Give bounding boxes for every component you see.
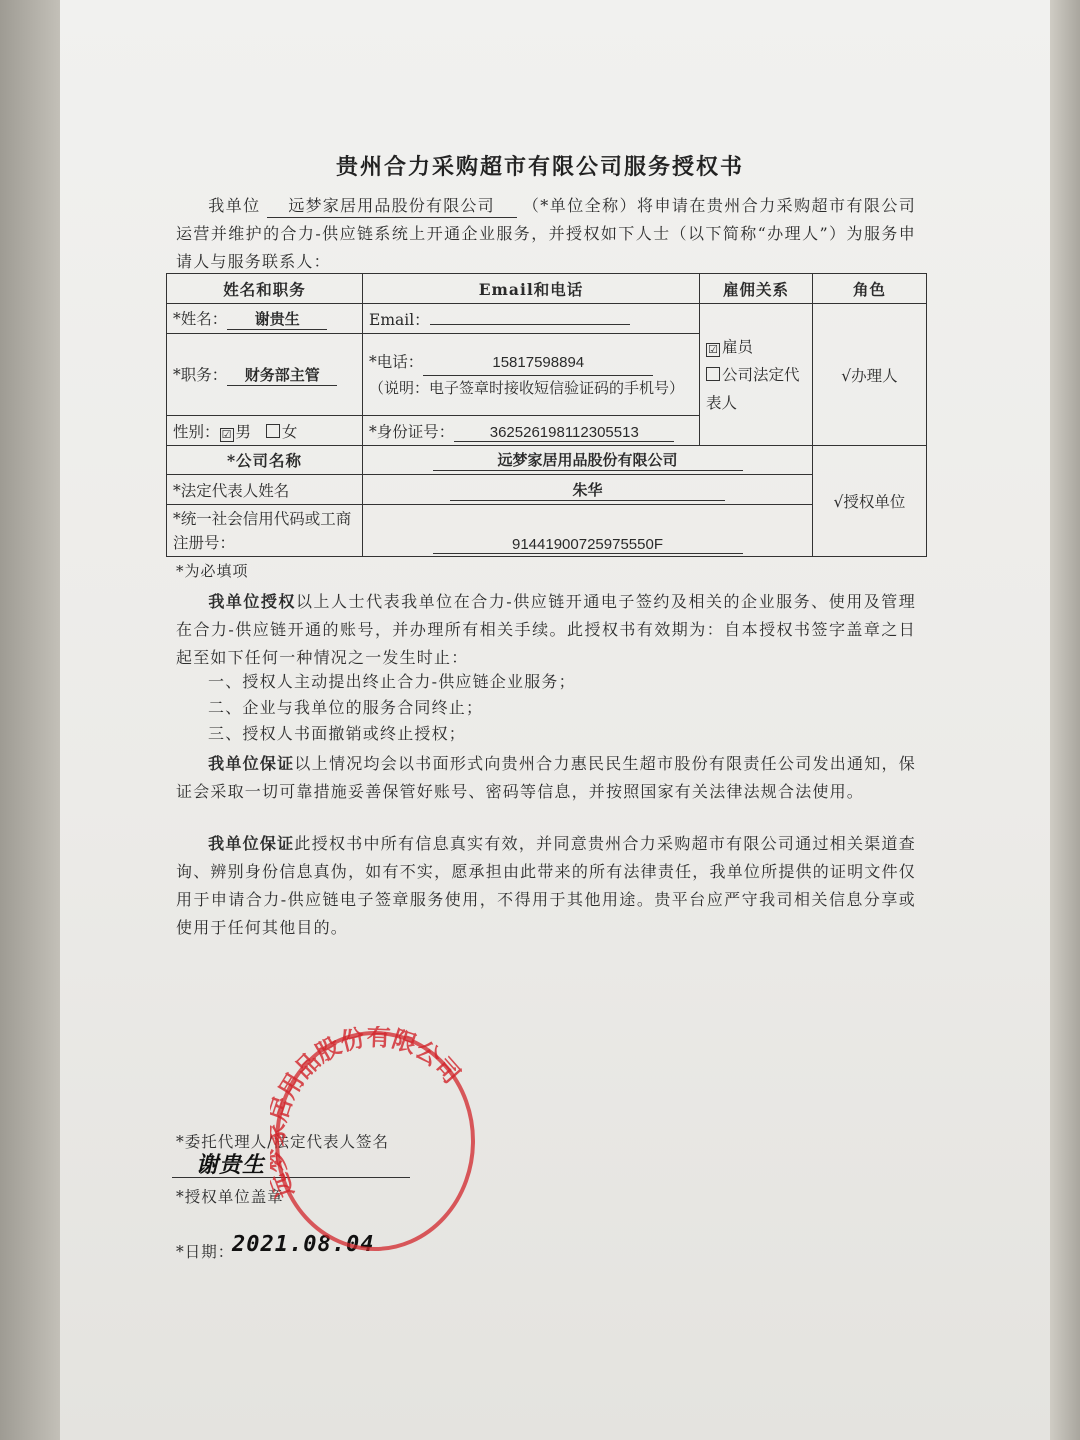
svg-text:远梦家居用品股份有限公司 (270, 1026, 467, 1202)
date-label: *日期： (176, 1243, 235, 1261)
idcard-field: 362526198112305513 (454, 424, 674, 442)
document-title: 贵州合力采购超市有限公司服务授权书 (335, 154, 744, 180)
email-field (430, 324, 630, 325)
role-handler-cell: √办理人 (813, 304, 927, 446)
employment-cell: ☑ 雇员 公司法定代表人 (700, 304, 813, 446)
credit-code-cell (363, 505, 813, 557)
employee-checkbox: ☑ (706, 343, 720, 357)
condition-3: 三、授权人书面撤销或终止授权； (208, 724, 467, 743)
position-cell: *职务： 财务部主管 (167, 334, 363, 416)
name-cell: *姓名： 谢贵生 (167, 304, 363, 334)
background-left (0, 0, 60, 1440)
guarantee-paragraph-2: 我单位保证此授权书中所有信息真实有效，并同意贵州合力采购超市有限公司通过相关渠道查询、辨别身份信息真伪，如有不实，愿承担由此带来的所有法律责任，我单位所提供的证明文件仅用于申请合力-供应链电子签章服务使用，不得用于其他用途。贵平台应严守我司相关信息分享或使用于任何其他目的。 (176, 834, 916, 937)
condition-2: 二、企业与我单位的服务合同终止； (208, 698, 484, 717)
legal-name-label: *法定代表人姓名 (167, 475, 363, 505)
handwritten-date: 2021.08.04 (232, 1232, 375, 1257)
header-contact: Email和电话 (363, 274, 700, 304)
role-unit-cell: √授权单位 (813, 446, 927, 557)
condition-1: 一、授权人主动提出终止合力-供应链企业服务； (208, 672, 576, 691)
company-name-cell (363, 446, 813, 475)
company-fullname-field: 远梦家居用品股份有限公司 (267, 195, 517, 218)
male-checkbox: ☑ (220, 428, 234, 442)
signature-label: *委托代理人/法定代表人签名 (176, 1133, 389, 1151)
gender-cell: 性别： ☑ 男 女 (167, 416, 363, 446)
company-name-field: 远梦家居用品股份有限公司 (433, 449, 743, 471)
position-field: 财务部主管 (227, 364, 337, 386)
header-employment: 雇佣关系 (700, 274, 813, 304)
credit-code-field: 91441900725975550F (433, 536, 743, 554)
header-role: 角色 (813, 274, 927, 304)
idcard-cell: *身份证号： 362526198112305513 (363, 416, 700, 446)
phone-field: 15817598894 (423, 351, 653, 376)
name-field: 谢贵生 (227, 308, 327, 330)
legal-name-cell (363, 475, 813, 505)
required-note: *为必填项 (176, 562, 249, 580)
intro-hint: （*单位全称） (522, 196, 638, 215)
seal-text: 用品股份有限公司 (272, 1026, 467, 1104)
credit-code-label: *统一社会信用代码或工商注册号： (167, 505, 363, 557)
handwritten-signature: 谢贵生 (196, 1153, 266, 1178)
guarantee-paragraph-1: 我单位保证以上情况均会以书面形式向贵州合力惠民民生超市股份有限责任公司发出通知，保证会采取一切可靠措施妥善保管好账号、密码等信息，并按照国家有关法律法规合法使用。 (176, 754, 916, 801)
legal-name-field: 朱华 (450, 479, 725, 501)
female-checkbox (266, 424, 280, 438)
company-name-label: *公司名称 (167, 446, 363, 475)
applicant-table (166, 273, 927, 557)
legal-rep-checkbox (706, 367, 720, 381)
authorization-paragraph: 我单位授权以上人士代表我单位在合力-供应链开通电子签约及相关的企业服务、使用及管理在合力-供应链开通的账号，并办理所有相关手续。此授权书有效期为：自本授权书签字盖章之日起至如下任何一种情况之一发生时止： (176, 592, 916, 667)
company-seal (270, 1026, 480, 1256)
intro-text: 将申请在贵州合力采购超市有限公司运营并维护的合力-供应链系统上开通企业服务，并授权如下人士（以下简称“办理人”）为服务申请人与服务联系人： (176, 196, 916, 271)
stamp-label: *授权单位盖章 (176, 1188, 284, 1206)
intro-prefix: 我单位 (208, 196, 261, 215)
phone-note: （说明：电子签章时接收短信验证码的手机号） (369, 378, 685, 397)
email-cell: Email： (363, 304, 700, 334)
seal-graphic (270, 1026, 480, 1256)
background-right (1050, 0, 1080, 1440)
intro-paragraph (176, 192, 916, 276)
phone-cell: *电话： 15817598894 （说明：电子签章时接收短信验证码的手机号） (363, 334, 700, 416)
header-name-title: 姓名和职务 (167, 274, 363, 304)
